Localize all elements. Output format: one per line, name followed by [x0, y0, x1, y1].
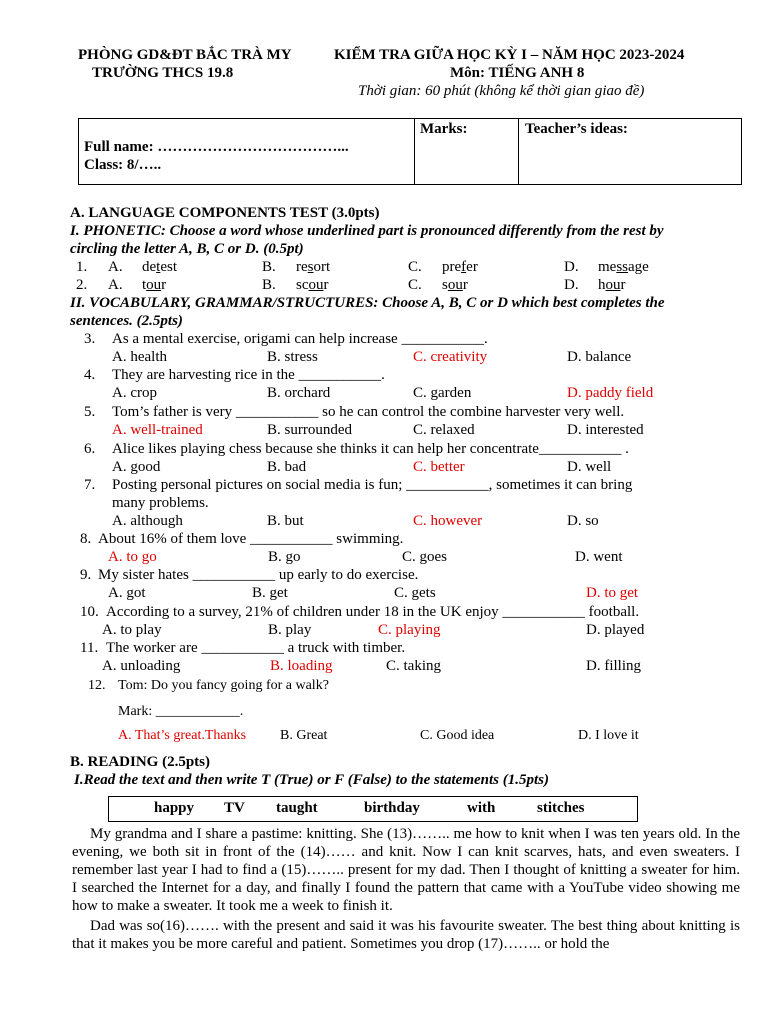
- section-a-title: A. LANGUAGE COMPONENTS TEST (3.0pts): [70, 205, 380, 221]
- option-word[interactable]: scour: [296, 277, 329, 293]
- answer-option[interactable]: C. taking: [386, 658, 441, 674]
- underlined-sound: ou: [605, 277, 621, 293]
- question-number: 8.: [80, 531, 92, 547]
- option-word[interactable]: resort: [296, 259, 331, 275]
- underlined-sound: t: [156, 259, 161, 275]
- exam-title: KIỂM TRA GIỮA HỌC KỲ I – NĂM HỌC 2023-2024: [334, 47, 685, 63]
- vocab-instruction: sentences. (2.5pts): [70, 313, 183, 329]
- question-number: 10.: [80, 604, 99, 620]
- option-word[interactable]: message: [598, 259, 649, 275]
- full-name-field[interactable]: Full name: ………………………………...: [84, 139, 349, 155]
- box-divider: [518, 118, 519, 184]
- answer-option[interactable]: B. play: [268, 622, 312, 638]
- answer-option[interactable]: A. to play: [102, 622, 162, 638]
- answer-option[interactable]: C. relaxed: [413, 422, 475, 438]
- answer-option[interactable]: D. to get: [586, 585, 639, 601]
- answer-option[interactable]: D. played: [586, 622, 645, 638]
- section-b-title: B. READING (2.5pts): [70, 754, 211, 770]
- answer-option[interactable]: B. orchard: [267, 385, 331, 401]
- answer-option[interactable]: A. unloading: [102, 658, 181, 674]
- word-bank-item: stitches: [537, 800, 585, 816]
- school-name: TRƯỜNG THCS 19.8: [92, 65, 234, 81]
- question-number: 3.: [84, 331, 96, 347]
- option-letter: D.: [564, 259, 579, 275]
- question-stem: About 16% of them love ___________ swimming.: [98, 531, 404, 547]
- option-word[interactable]: hour: [598, 277, 626, 293]
- marks-label: Marks:: [420, 121, 468, 137]
- teacher-ideas-label: Teacher’s ideas:: [525, 121, 628, 137]
- underlined-sound: ss: [616, 259, 629, 275]
- answer-option[interactable]: C. creativity: [413, 349, 488, 365]
- answer-option[interactable]: A. That’s great.Thanks: [118, 728, 247, 743]
- answer-option[interactable]: B. bad: [267, 459, 307, 475]
- answer-option[interactable]: A. health: [112, 349, 167, 365]
- question-stem: Alice likes playing chess because she thinks it can help her concentrate___________ .: [112, 441, 629, 457]
- phonetic-instruction: I. PHONETIC: Choose a word whose underlined part is pronounced differently from the rest by: [70, 223, 664, 239]
- answer-option[interactable]: B. surrounded: [267, 422, 352, 438]
- dialogue-line: Mark: ____________.: [118, 704, 244, 719]
- reading-passage-paragraph: My grandma and I share a pastime: knitting. She (13)…….. me how to knit when I was ten years old. In the evening, we both sit in front of the (14)…… and knit. Now I can knit scarves, hats, and even sweaters. I remember last year I had to find a (15)…….. present for my dad. Then I thought of knitting a sweater for him. I searched the Internet for a day, and finally I found the pattern that came with a YouTube video showing me how to make a sweater. It took me a week to finish it.: [72, 826, 740, 914]
- question-stem: As a mental exercise, origami can help increase ___________.: [112, 331, 488, 347]
- exam-time: Thời gian: 60 phút (không kể thời gian giao đề): [358, 83, 645, 99]
- answer-option[interactable]: D. went: [575, 549, 623, 565]
- question-stem: They are harvesting rice in the ___________.: [112, 367, 385, 383]
- underlined-sound: ou: [308, 277, 324, 293]
- word-bank-item: TV: [224, 800, 245, 816]
- box-divider: [414, 118, 415, 184]
- question-number: 2.: [76, 277, 88, 293]
- question-stem: According to a survey, 21% of children under 18 in the UK enjoy ___________ football.: [106, 604, 640, 620]
- answer-option[interactable]: C. goes: [402, 549, 447, 565]
- question-stem: many problems.: [112, 495, 209, 511]
- answer-option[interactable]: C. gets: [394, 585, 436, 601]
- word-bank-item: with: [467, 800, 496, 816]
- option-letter: C.: [408, 259, 422, 275]
- question-number: 7.: [84, 477, 96, 493]
- answer-option[interactable]: B. stress: [267, 349, 318, 365]
- option-word[interactable]: prefer: [442, 259, 478, 275]
- phonetic-instruction: circling the letter A, B, C or D. (0.5pt): [70, 241, 304, 257]
- answer-option[interactable]: D. filling: [586, 658, 641, 674]
- answer-option[interactable]: D. so: [567, 513, 599, 529]
- option-letter: A.: [108, 259, 123, 275]
- question-number: 5.: [84, 404, 96, 420]
- question-number: 9.: [80, 567, 92, 583]
- answer-option[interactable]: A. crop: [112, 385, 157, 401]
- option-word[interactable]: detest: [142, 259, 178, 275]
- option-word[interactable]: sour: [442, 277, 468, 293]
- answer-option[interactable]: B. Great: [280, 728, 328, 743]
- answer-option[interactable]: D. I love it: [578, 728, 639, 743]
- department-name: PHÒNG GD&ĐT BẮC TRÀ MY: [78, 47, 292, 63]
- answer-option[interactable]: C. playing: [378, 622, 441, 638]
- answer-option[interactable]: B. get: [252, 585, 288, 601]
- class-field[interactable]: Class: 8/…..: [84, 157, 162, 173]
- option-letter: A.: [108, 277, 123, 293]
- answer-option[interactable]: D. balance: [567, 349, 632, 365]
- question-stem: My sister hates ___________ up early to do exercise.: [98, 567, 419, 583]
- answer-option[interactable]: C. however: [413, 513, 483, 529]
- question-number: 12.: [88, 678, 106, 693]
- question-stem: Posting personal pictures on social media is fun; ___________, sometimes it can bring: [112, 477, 633, 493]
- dialogue-line: Tom: Do you fancy going for a walk?: [118, 678, 329, 693]
- answer-option[interactable]: D. well: [567, 459, 612, 475]
- word-bank-item: taught: [276, 800, 318, 816]
- answer-option[interactable]: B. loading: [270, 658, 333, 674]
- underlined-sound: ou: [146, 277, 162, 293]
- answer-option[interactable]: D. paddy field: [567, 385, 654, 401]
- question-stem: The worker are ___________ a truck with timber.: [106, 640, 406, 656]
- answer-option[interactable]: B. go: [268, 549, 301, 565]
- option-letter: D.: [564, 277, 579, 293]
- subject-line: Môn: TIẾNG ANH 8: [450, 65, 585, 81]
- option-letter: B.: [262, 259, 276, 275]
- question-number: 6.: [84, 441, 96, 457]
- option-word[interactable]: tour: [142, 277, 167, 293]
- reading-instruction: I.Read the text and then write T (True) or F (False) to the statements (1.5pts): [74, 772, 550, 788]
- question-number: 1.: [76, 259, 88, 275]
- option-letter: B.: [262, 277, 276, 293]
- option-letter: C.: [408, 277, 422, 293]
- answer-option[interactable]: B. but: [267, 513, 304, 529]
- answer-option[interactable]: D. interested: [567, 422, 644, 438]
- question-number: 11.: [80, 640, 99, 656]
- answer-option[interactable]: A. well-trained: [112, 422, 203, 438]
- answer-option[interactable]: A. got: [108, 585, 146, 601]
- underlined-sound: f: [461, 259, 467, 275]
- vocab-instruction: II. VOCABULARY, GRAMMAR/STRUCTURES: Choose A, B, C or D which best completes the: [70, 295, 665, 311]
- answer-option[interactable]: A. to go: [108, 549, 157, 565]
- answer-option[interactable]: C. garden: [413, 385, 472, 401]
- answer-option[interactable]: C. Good idea: [420, 728, 495, 743]
- word-bank-item: birthday: [364, 800, 420, 816]
- question-number: 4.: [84, 367, 96, 383]
- underlined-sound: s: [307, 259, 314, 275]
- answer-option[interactable]: A. although: [112, 513, 183, 529]
- answer-option[interactable]: C. better: [413, 459, 465, 475]
- question-stem: Tom’s father is very ___________ so he can control the combine harvester very well.: [112, 404, 625, 420]
- answer-option[interactable]: A. good: [112, 459, 161, 475]
- underlined-sound: ou: [447, 277, 463, 293]
- word-bank-item: happy: [154, 800, 195, 816]
- reading-passage-paragraph: Dad was so(16)……. with the present and said it was his favourite sweater. The best thing about knitting is that it makes you be more careful and patient. Sometimes you drop (17)…….. or hold the: [72, 918, 740, 952]
